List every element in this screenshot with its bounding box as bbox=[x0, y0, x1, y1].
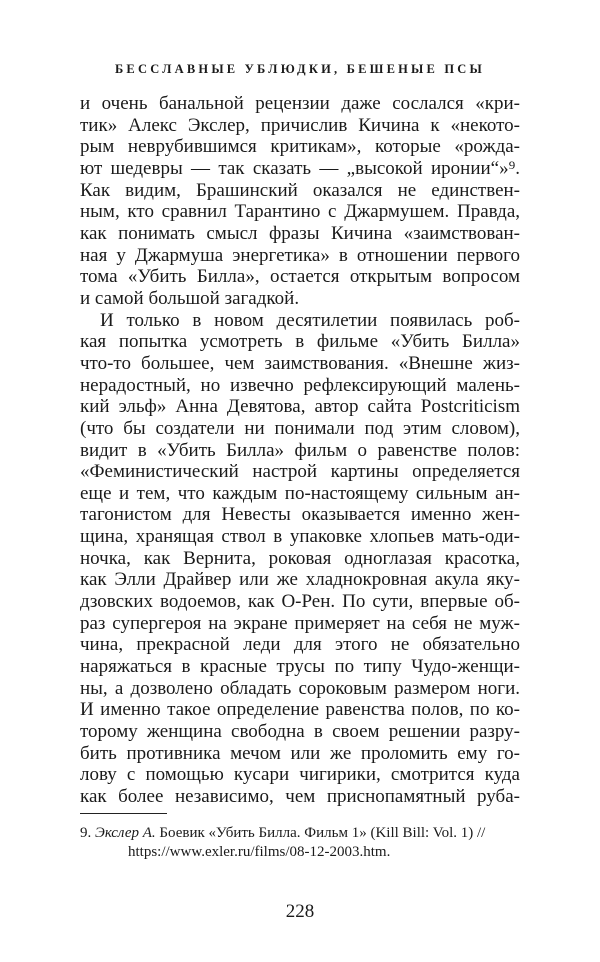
body-text bbox=[80, 93, 520, 808]
text-line: ная у Джармуша энергетика» в отношении первого bbox=[80, 244, 520, 266]
footnote bbox=[80, 824, 520, 862]
text-line: наряжаться в красные трусы по типу Чудо-женщи- bbox=[80, 656, 520, 678]
text-line: тома «Убить Билла», остается открытым вопросом bbox=[80, 266, 520, 288]
text-line: и самой большой загадкой. bbox=[80, 287, 300, 309]
paragraph bbox=[80, 310, 520, 808]
text-line: ют шедевры — так сказать — „высокой иронии“»⁹. bbox=[80, 157, 520, 179]
page-number: 228 bbox=[285, 901, 315, 922]
paragraph bbox=[80, 93, 520, 310]
text-line: как более независимо, чем приснопамятный руба- bbox=[80, 786, 520, 807]
text-line: торому женщина свободна в своем решении разру- bbox=[80, 721, 520, 743]
text-line: лову с помощью кусари чигирики, смотрится куда bbox=[80, 764, 520, 786]
text-line: как понимать смысл фразы Кичина «заимствован- bbox=[80, 222, 520, 244]
text-line: тагонистом для Невесты оказывается именно жен- bbox=[80, 504, 520, 526]
text-line: тик» Алекс Экслер, причислив Кичина к «некото- bbox=[80, 114, 520, 136]
text-line: раз супергероя на экране примеряет на себя не муж- bbox=[80, 612, 520, 634]
text-line: (что бы создатели ни понимали под этим словом), bbox=[80, 417, 520, 439]
text-line: нерадостный, но извечно рефлексирующий малень- bbox=[80, 374, 520, 396]
footnote-rule bbox=[80, 813, 167, 814]
text-line: как Элли Драйвер или же хладнокровная акула яку- bbox=[80, 569, 520, 591]
text-line: «Феминистический настрой картины определяется bbox=[80, 461, 520, 483]
text-line: ночка, как Вернита, роковая одноглазая красотка, bbox=[80, 547, 520, 569]
text-line: И только в новом десятилетии появилась роб- bbox=[100, 309, 520, 331]
footnote-text: Боевик «Убить Билла. Фильм 1» (Kill Bill: Vol. 1) // bbox=[159, 825, 486, 841]
text-line: дзовских водоемов, как О-Рен. По сути, впервые об- bbox=[80, 591, 520, 613]
text-line: щина, хранящая ствол в упаковке хлопьев мать-оди- bbox=[80, 526, 520, 548]
text-line: видит в «Убить Билла» фильм о равенстве полов: bbox=[80, 439, 520, 461]
text-line: чина, прекрасной леди для этого не обязательно bbox=[80, 634, 520, 656]
text-line: еще и тем, что каждым по-настоящему сильным ан- bbox=[80, 482, 520, 504]
text-line: кий эльф» Анна Девятова, автор сайта Postcriticism bbox=[80, 396, 520, 418]
footnote-url: https://www.exler.ru/films/08-12-2003.htm. bbox=[128, 844, 391, 860]
text-line: ным, кто сравнил Тарантино с Джармушем. Правда, bbox=[80, 201, 520, 223]
footnote-number: 9. bbox=[80, 825, 92, 841]
footnote-author: Экслер А. bbox=[95, 825, 156, 841]
text-line: бить противника мечом или же проломить ему го- bbox=[80, 742, 520, 764]
text-line: что-то большее, чем заимствования. «Внешне жиз- bbox=[80, 352, 520, 374]
text-line: и очень банальной рецензии даже сослался «кри- bbox=[80, 93, 520, 114]
running-header: БЕССЛАВНЫЕ УБЛЮДКИ, БЕШЕНЫЕ ПСЫ bbox=[114, 62, 486, 76]
text-line: И именно такое определение равенства полов, по ко- bbox=[80, 699, 520, 721]
text-line: Как видим, Брашинский оказался не единствен- bbox=[80, 179, 520, 201]
text-line: ны, а дозволено обладать сороковым размером ноги. bbox=[80, 677, 520, 699]
text-line: рым неврубившимся критикам», которые «рожда- bbox=[80, 136, 520, 158]
text-line: кая попытка усмотреть в фильме «Убить Билла» bbox=[80, 331, 520, 353]
